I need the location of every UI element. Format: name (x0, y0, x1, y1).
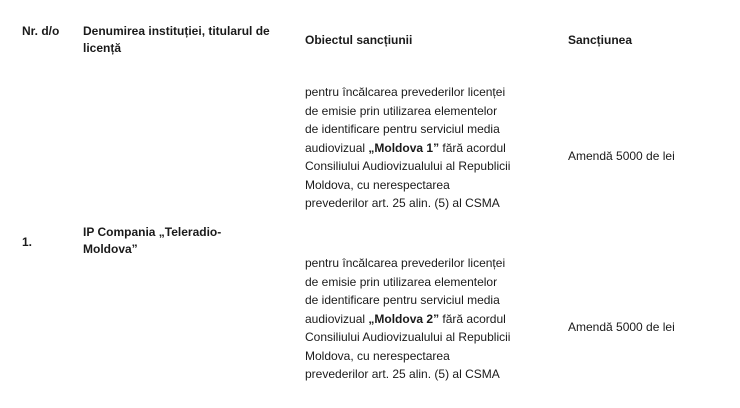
object-line: de emisie prin utilizarea elementelor (305, 274, 498, 289)
object-line-end: fără acordul (439, 311, 506, 326)
sanction-object-1 (305, 83, 550, 213)
object-line: de identificare pentru serviciul media (305, 122, 500, 136)
object-line (305, 310, 550, 329)
object-line-start: audiovizual (305, 311, 366, 326)
header-object: Obiectul sancțiunii (305, 33, 413, 47)
object-line-end: fără acordul (439, 140, 506, 155)
object-line: prevederilor art. 25 alin. (5) al CSMA (305, 196, 500, 210)
object-line: prevederilor art. 25 alin. (5) al CSMA (305, 367, 500, 381)
header-institution: Denumirea instituției, titularul de licență (83, 24, 270, 55)
object-line-start: audiovizual (305, 140, 366, 155)
row-number: 1. (22, 235, 33, 249)
object-line: Consiliului Audiovizualului al Republicii (305, 330, 511, 344)
sanction-object-2 (305, 254, 550, 384)
channel-name: „Moldova 1” (368, 140, 440, 155)
object-line: Moldova, cu nerespectarea (305, 348, 450, 363)
object-line: pentru încălcarea prevederilor licenței (305, 256, 506, 270)
object-line: pentru încălcarea prevederilor licenței (305, 85, 506, 99)
object-line: de identificare pentru serviciul media (305, 293, 500, 307)
sanction-value-1: Amendă 5000 de lei (568, 149, 675, 163)
object-line: de emisie prin utilizarea elementelor (305, 103, 498, 118)
object-line: Consiliului Audiovizualului al Republicii (305, 159, 511, 173)
channel-name: „Moldova 2” (368, 311, 440, 326)
object-line: Moldova, cu nerespectarea (305, 177, 450, 192)
object-line (305, 139, 550, 158)
institution-name: IP Compania „Teleradio-Moldova” (83, 225, 222, 256)
sanction-value-2: Amendă 5000 de lei (568, 320, 675, 334)
header-sanction: Sancțiunea (568, 33, 633, 47)
header-nr: Nr. d/o (22, 24, 60, 38)
